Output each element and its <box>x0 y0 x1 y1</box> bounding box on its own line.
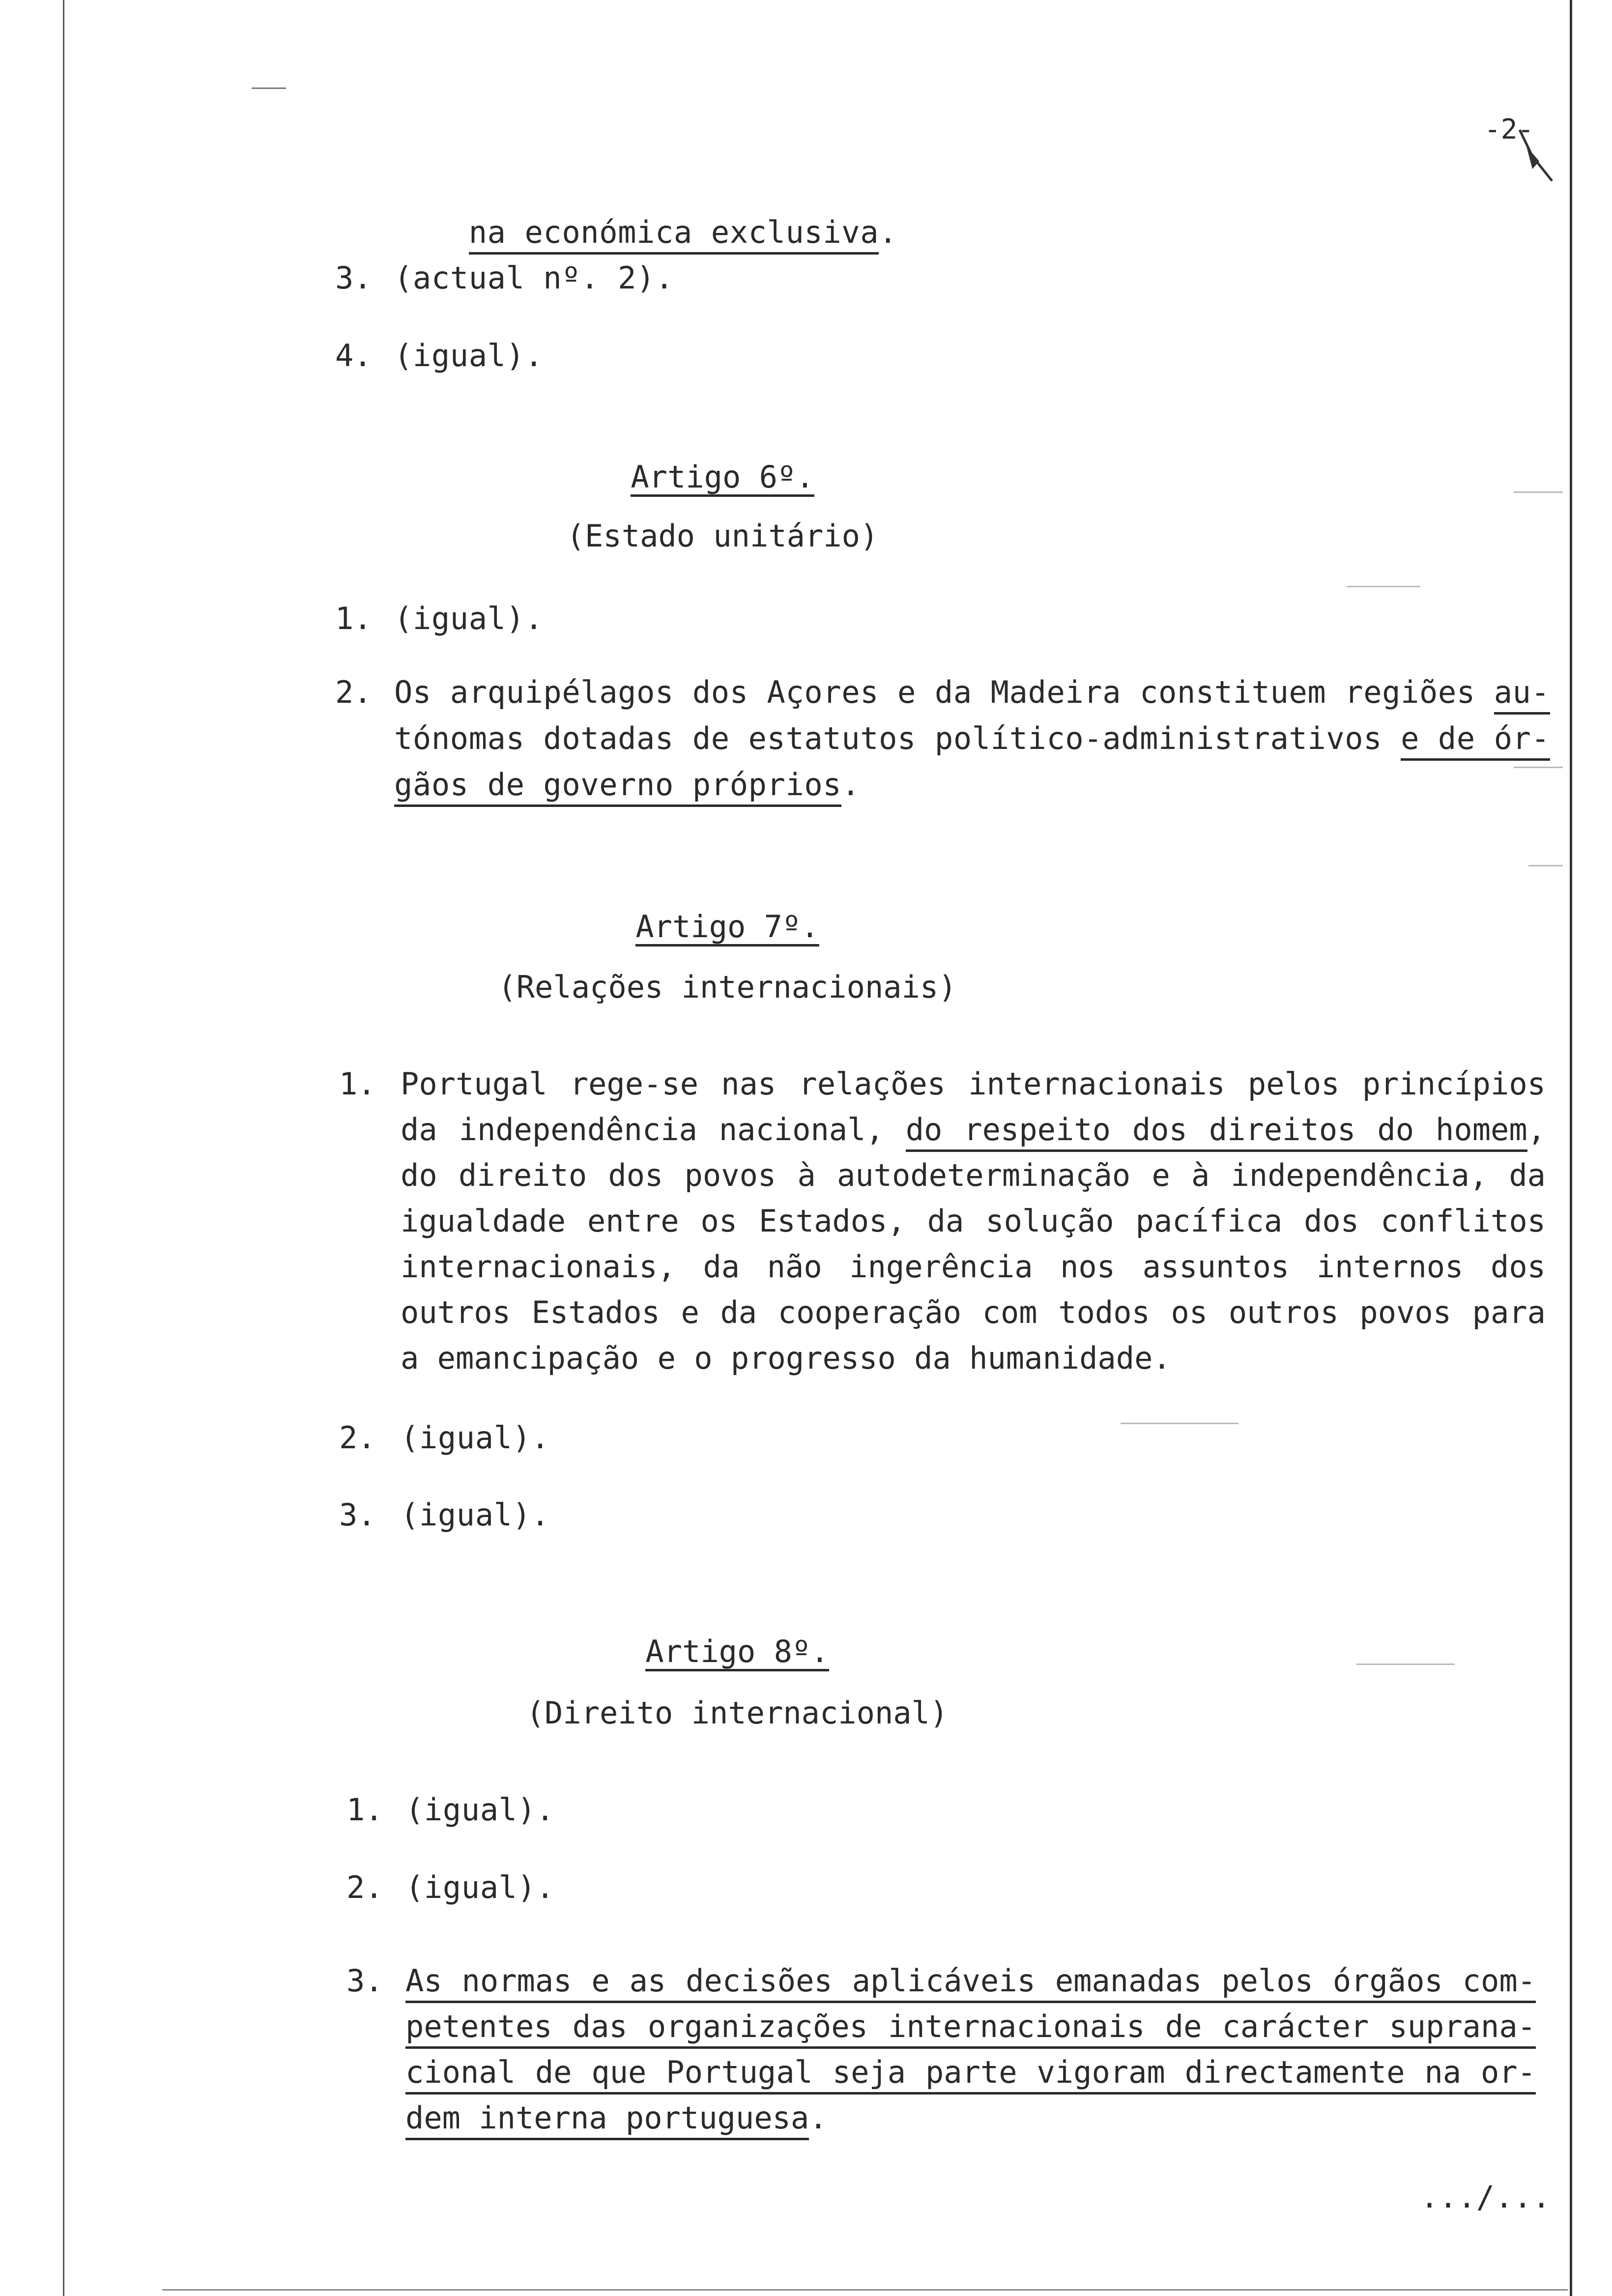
article-7-subtitle: (Relações internacionais) <box>498 969 957 1005</box>
article-8-item-line: As normas e as decisões aplicáveis emanadas pelos órgãos com- <box>405 1966 1536 1996</box>
intro-item-number: 4. <box>335 338 372 373</box>
article-7-item-line: outros Estados e da cooperação com todos os outros povos para <box>401 1294 1546 1330</box>
article-8-item-text: (igual). <box>405 1792 555 1828</box>
intro-line-underlined: na económica exclusiva <box>469 214 879 255</box>
article-7-item-line: da independência nacional, do respeito dos direitos do homem, <box>401 1115 1546 1145</box>
article-8-item-number: 3. <box>346 1963 383 1999</box>
page-edge-right <box>1570 0 1572 2296</box>
article-7-item-line: internacionais, da não ingerência nos assuntos internos dos <box>401 1249 1546 1285</box>
scan-smudge <box>1347 586 1420 587</box>
article-6-item-line: Os arquipélagos dos Açores e da Madeira constituem regiões au- <box>394 677 1550 708</box>
article-6-heading: Artigo 6º. <box>0 462 1528 497</box>
intro-item-text: (actual nº. 2). <box>394 260 674 296</box>
article-7-item-line: Portugal rege-se nas relações internacionais pelos princípios <box>401 1066 1546 1102</box>
article-7-item-text: (igual). <box>401 1497 550 1533</box>
article-6-item-line: tónomas dotadas de estatutos político-administrativos e de ór- <box>394 723 1550 754</box>
article-6-item-number: 2. <box>335 674 372 710</box>
intro-line-end: . <box>879 214 898 250</box>
article-8-item-text: (igual). <box>405 1869 555 1905</box>
page-edge-bottom <box>162 2289 1568 2291</box>
article-7-item-number: 2. <box>339 1420 376 1456</box>
article-6-item-line: gãos de governo próprios. <box>394 770 860 800</box>
article-7-item-line: a emancipação e o progresso da humanidade. <box>401 1340 1171 1376</box>
corner-mark-icon <box>1518 127 1554 191</box>
article-6-item-number: 1. <box>335 601 372 636</box>
article-7-item-number: 1. <box>339 1066 376 1102</box>
article-6-item-text: (igual). <box>394 601 544 636</box>
page-edge-left <box>63 0 64 2296</box>
margin-mark <box>252 87 286 89</box>
article-8-item-number: 1. <box>346 1792 383 1828</box>
article-7-item-line: igualdade entre os Estados, da solução pacífica dos conflitos <box>401 1203 1546 1239</box>
continuation-marker: .../... <box>1420 2179 1551 2215</box>
article-8-item-line: dem interna portuguesa. <box>405 2103 1536 2133</box>
article-7-item-text: (igual). <box>401 1420 550 1456</box>
article-6-subtitle: (Estado unitário) <box>566 518 879 554</box>
scan-smudge <box>1121 1423 1238 1424</box>
article-8-item-number: 2. <box>346 1869 383 1905</box>
article-7-item-number: 3. <box>339 1497 376 1533</box>
article-8-item-line: cional de que Portugal seja parte vigoram directamente na or- <box>405 2057 1536 2088</box>
scan-smudge <box>1514 767 1563 768</box>
article-8-subtitle: (Direito internacional) <box>526 1695 949 1731</box>
intro-item-number: 3. <box>335 260 372 296</box>
page-number: -2- <box>1484 114 1534 145</box>
article-7-item-line: do direito dos povos à autodeterminação e à independência, da <box>401 1157 1546 1193</box>
scan-smudge <box>1528 865 1563 866</box>
article-7-heading: Artigo 7º. <box>0 912 1533 947</box>
intro-item-text: (igual). <box>394 338 544 373</box>
article-8-heading: Artigo 8º. <box>0 1636 1543 1671</box>
article-8-item-line: petentes das organizações internacionais de carácter suprana- <box>405 2011 1536 2042</box>
